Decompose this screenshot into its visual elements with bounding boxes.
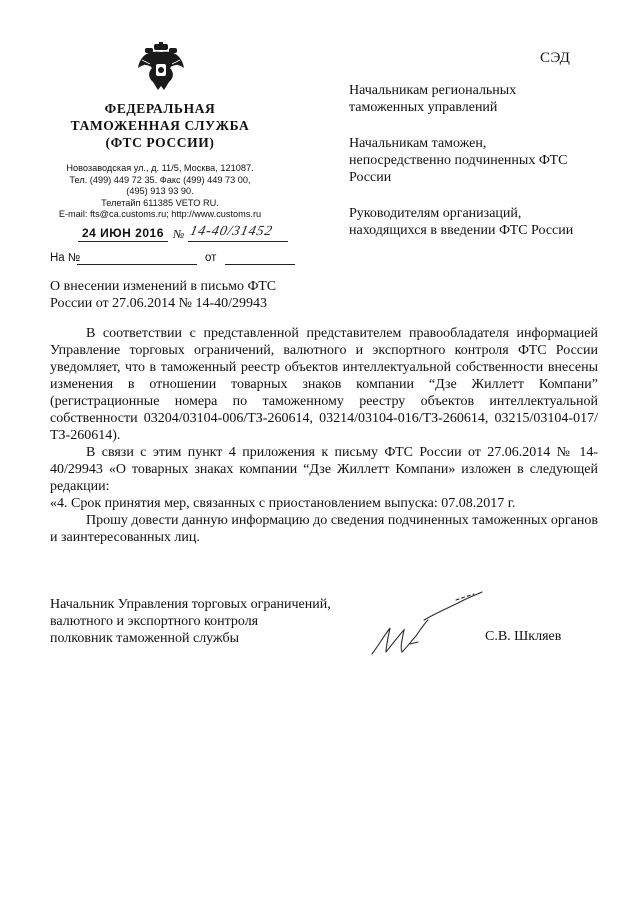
handwritten-signature	[364, 580, 484, 670]
reference-date-label: от	[205, 252, 217, 264]
date-underline	[78, 241, 168, 242]
email-line: E-mail: fts@ca.customs.ru; http://www.customs.ru	[58, 209, 262, 220]
address-line: Новозаводская ул., д. 11/5, Москва, 121087.	[66, 163, 254, 173]
signer-title	[50, 596, 370, 647]
signer-title-line: Начальник Управления торговых ограничений,	[50, 597, 331, 612]
sender-address	[40, 163, 280, 221]
signer-title-line: полковник таможенной службы	[50, 631, 240, 646]
teletype-line: Телетайп 611385 VETO RU.	[101, 197, 219, 208]
registration-line	[78, 225, 288, 245]
phone-line: Тел. (499) 449 72 35. Факс (499) 449 73 00,	[69, 174, 251, 185]
phone-line: (495) 913 93 90.	[126, 186, 194, 197]
body-paragraph: В связи с этим пункт 4 приложения к письму ФТС России от 27.06.2014 № 14-40/29943 «О товарных знаках компании “Дзе Жиллетт Компани» изложен в следующей редакции:	[50, 445, 598, 494]
reference-number-label: На №	[50, 252, 81, 264]
body-paragraph: «4. Срок принятия мер, связанных с приостановлением выпуска: 07.08.2017 г.	[50, 496, 516, 511]
org-abbreviation: (ФТС РОССИИ)	[105, 135, 215, 150]
number-underline	[188, 241, 288, 242]
addressee: Начальникам региональных таможенных управлений	[349, 83, 517, 115]
body-paragraph: В соответствии с представленной представителем правообладателя информацией Управление торговых ограничений, валютного и экспортного контроля ФТС России уведомляет, что в таможенный реестр объектов интеллектуальной собственности внесены изменения в отношении товарных знаков компании “Дзе Жиллетт Компани” (регистрационные номера по таможенному реестру объектов интеллектуальной собственности 03204/03104-006/ТЗ-260614, 03214/03104-016/ТЗ-260614, 03215/03104-017/ТЗ-260614).	[50, 326, 598, 443]
registration-number: 14-40/31452	[188, 224, 275, 239]
reference-number-blank	[77, 264, 197, 265]
registration-date-stamp: 24 ИЮН 2016	[82, 226, 164, 240]
signer-name: С.В. Шкляев	[485, 629, 562, 644]
reference-date-blank	[225, 264, 295, 265]
document-mark: СЭД	[540, 50, 571, 66]
coat-of-arms-emblem	[136, 42, 186, 94]
reference-line	[50, 251, 290, 269]
letter-body	[50, 325, 598, 546]
addressee: Начальникам таможен, непосредственно подчиненных ФТС России	[349, 136, 568, 185]
addressee: Руководителям организаций, находящихся в введении ФТС России	[349, 206, 574, 238]
addressees	[349, 82, 579, 258]
body-paragraph: Прошу довести данную информацию до сведения подчиненных таможенных органов и заинтересованных лиц.	[50, 513, 598, 545]
signer-title-line: валютного и экспортного контроля	[50, 614, 259, 629]
org-name-line: ФЕДЕРАЛЬНАЯ	[104, 101, 216, 116]
sender-organization	[40, 100, 280, 151]
letter-subject: О внесении изменений в письмо ФТС России от 27.06.2014 № 14-40/29943	[50, 279, 277, 311]
org-name-line: ТАМОЖЕННАЯ СЛУЖБА	[70, 118, 250, 133]
number-label: №	[173, 227, 185, 241]
